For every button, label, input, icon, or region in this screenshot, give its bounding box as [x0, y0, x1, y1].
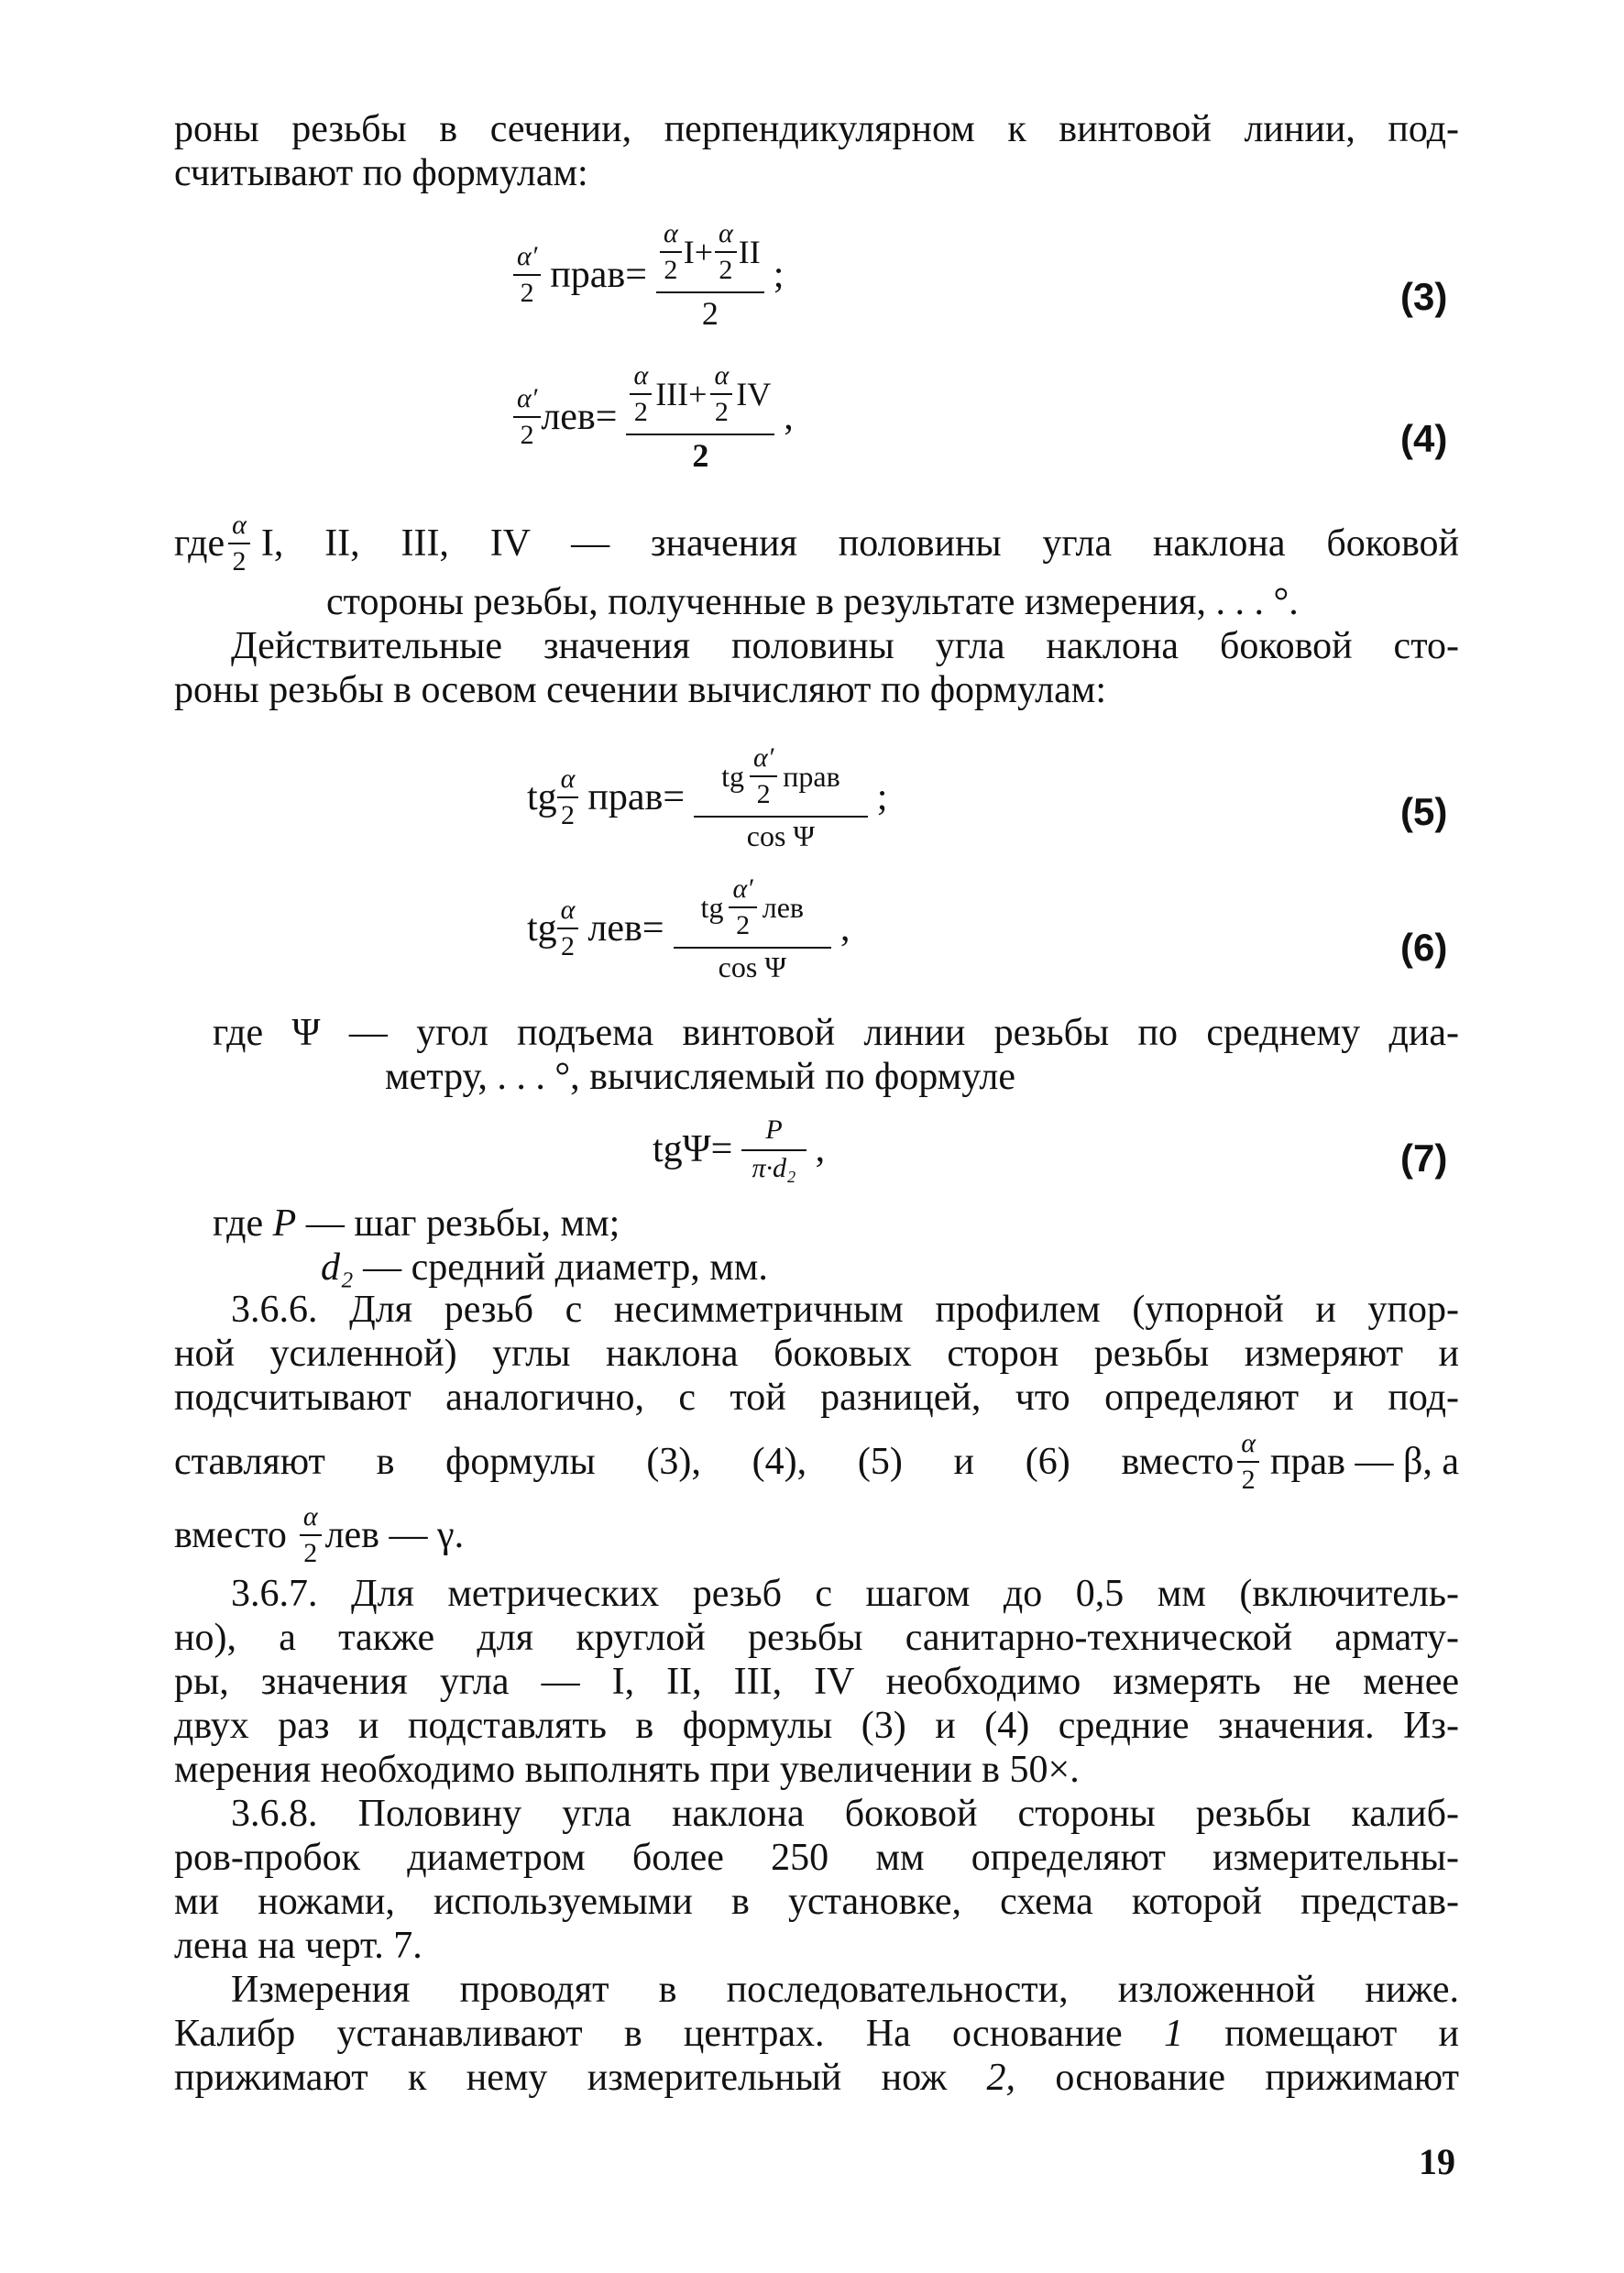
s368-line-3: ми ножами, используемыми в установке, схема которой представ-: [174, 1881, 1459, 1923]
where-3-line-1: где P — шаг резьбы, мм;: [213, 1202, 620, 1245]
intro-line-1: роны резьбы в сечении, перпендикулярном к винтовой линии, под-: [174, 108, 1459, 150]
eq4-equals: =: [595, 396, 618, 438]
s367-line-1: 3.6.7. Для метрических резьб с шагом до 0,5 мм (включитель-: [231, 1573, 1459, 1615]
s367-line-2: но), а также для круглой резьбы санитарно-технической армату-: [174, 1617, 1459, 1659]
s368-line-2: ров-пробок диаметром более 250 мм определяют измерительны-: [174, 1837, 1459, 1879]
eq6-rhs-fraction: [674, 875, 831, 982]
eq6-rhs-numerator: tg $\frac{\alpha'}{2}$ лев: [674, 875, 831, 949]
eq3-rhs-fraction: [656, 220, 764, 330]
meas-line-3: прижимают к нему измерительный нож 2, основание прижимают: [174, 2057, 1459, 2099]
frac-den: 2: [520, 278, 534, 308]
eq4-rhs-numerator: [626, 362, 774, 435]
eq3-prav: прав: [550, 254, 626, 296]
eq4-alpha-half-1: $\frac{\alpha}{2}$: [630, 362, 652, 426]
s366-alpha-half: $\frac{\alpha}{2}$: [1237, 1430, 1259, 1494]
eq5-alpha-half: $\frac{\alpha}{2}$: [557, 765, 579, 829]
s366-line-4: ставляют в формулы (3), (4), (5) и (6) вместо $\frac{\alpha}{2}$ прав — β, а: [174, 1428, 1459, 1495]
intro-line-2: считывают по формулам:: [174, 152, 588, 194]
equation-5: tg $\frac{\alpha}{2}$ прав = tg $\frac{\alpha'}{2}$ прав cos Ψ ;: [527, 742, 888, 852]
meas-line-1: Измерения проводят в последовательности, изложенной ниже.: [231, 1969, 1459, 2011]
actual-line-2: роны резьбы в осевом сечении вычисляют по формулам:: [174, 669, 1107, 711]
eq4-alpha-half-2: $\frac{\alpha}{2}$: [710, 362, 732, 426]
eq4-end: ,: [784, 396, 794, 438]
eq7-rhs-fraction: [741, 1116, 806, 1182]
equation-number-5: (5): [1400, 790, 1448, 833]
actual-line-1: Действительные значения половины угла наклона боковой сто-: [231, 625, 1459, 667]
eq5-rhs-numerator: tg $\frac{\alpha'}{2}$ прав: [694, 744, 868, 818]
s367-line-3: ры, значения угла — I, II, III, IV необходимо измерять не менее: [174, 1661, 1459, 1703]
s368-line-4: лена на черт. 7.: [174, 1925, 422, 1967]
equation-7: tgΨ= $\frac{P}{\text{π·d₂}}$ ,: [653, 1115, 826, 1183]
eq3-term-ii: II: [738, 234, 761, 270]
where-3-line-2: d₂ — средний диаметр, мм.: [321, 1246, 768, 1289]
page-number: 19: [1419, 2141, 1455, 2182]
equation-number-7: (7): [1400, 1136, 1448, 1180]
eq4-lev: лев: [541, 396, 596, 438]
equation-number-6: (6): [1400, 926, 1448, 969]
eq6-rhs-denominator: cos Ψ: [718, 950, 786, 983]
s366-line-1: 3.6.6. Для резьб с несимметричным профилем (упорной и упор-: [231, 1289, 1459, 1331]
s366-line-3: подсчитывают аналогично, с той разницей, что определяют и под-: [174, 1377, 1459, 1419]
s366-line-5: вместо $\frac{\alpha}{2}$ лев — γ.: [174, 1501, 465, 1568]
eq4-lhs-fraction: $\frac{\alpha'}{2}$: [513, 385, 541, 449]
s366-alpha-half-2: $\frac{\alpha}{2}$: [300, 1503, 322, 1567]
eq3-rhs-numerator: [656, 220, 764, 293]
eq5-rhs-fraction: [694, 744, 868, 851]
eq4-term-iv: IV: [736, 376, 772, 412]
eq3-lhs-fraction: [513, 243, 541, 307]
s367-line-4: двух раз и подставлять в формулы (3) и (4) средние значения. Из-: [174, 1705, 1459, 1747]
eq3-alpha-half-2: $\frac{\alpha}{2}$: [715, 220, 737, 284]
eq7-denominator: π·d₂: [752, 1153, 796, 1183]
s368-line-1: 3.6.8. Половину угла наклона боковой стороны резьбы калиб-: [231, 1793, 1459, 1835]
eq5-alpha-prime-half: $\frac{\alpha'}{2}$: [750, 744, 777, 808]
eq4-rhs-denominator: 2: [692, 437, 709, 474]
equation-3: [513, 220, 784, 330]
eq4-term-iii: III+: [655, 376, 708, 412]
eq3-end: ;: [773, 254, 785, 296]
equation-6: tg $\frac{\alpha}{2}$ лев = tg $\frac{\alpha'}{2}$ лев cos Ψ ,: [527, 873, 850, 983]
where-1-line-1: где $\frac{\alpha}{2}$ I, II, III, IV — значения половины угла наклона боковой: [174, 510, 1459, 576]
equation-4: [513, 362, 794, 472]
where-2-line-1: где Ψ — угол подъема винтовой линии резьбы по среднему диа-: [213, 1012, 1459, 1054]
meas-line-2: Калибр устанавливают в центрах. На основание 1 помещают и: [174, 2013, 1459, 2055]
eq4-rhs-fraction: [626, 362, 774, 472]
where1-alpha-half: $\frac{\alpha}{2}$: [228, 511, 250, 576]
s366-line-2: ной усиленной) углы наклона боковых сторон резьбы измеряют и: [174, 1333, 1459, 1375]
eq3-alpha-half-1: $\frac{\alpha}{2}$: [660, 220, 682, 284]
frac-num: α′: [513, 243, 541, 276]
eq6-alpha-prime-half: $\frac{\alpha'}{2}$: [729, 875, 756, 939]
equation-number-4: (4): [1400, 417, 1448, 460]
equation-number-3: (3): [1400, 275, 1448, 318]
eq3-rhs-denominator: 2: [701, 295, 719, 332]
eq3-equals: =: [625, 254, 647, 296]
eq7-numerator: P: [741, 1116, 806, 1151]
eq6-alpha-half: $\frac{\alpha}{2}$: [557, 896, 579, 961]
s367-line-5: мерения необходимо выполнять при увеличении в 50×.: [174, 1749, 1080, 1791]
eq3-term-i: I+: [683, 234, 713, 270]
where-1-line-2: стороны резьбы, полученные в результате измерения, . . . °.: [326, 581, 1299, 623]
eq5-rhs-denominator: cos Ψ: [746, 819, 816, 852]
where-2-line-2: метру, . . . °, вычисляемый по формуле: [385, 1056, 1015, 1098]
